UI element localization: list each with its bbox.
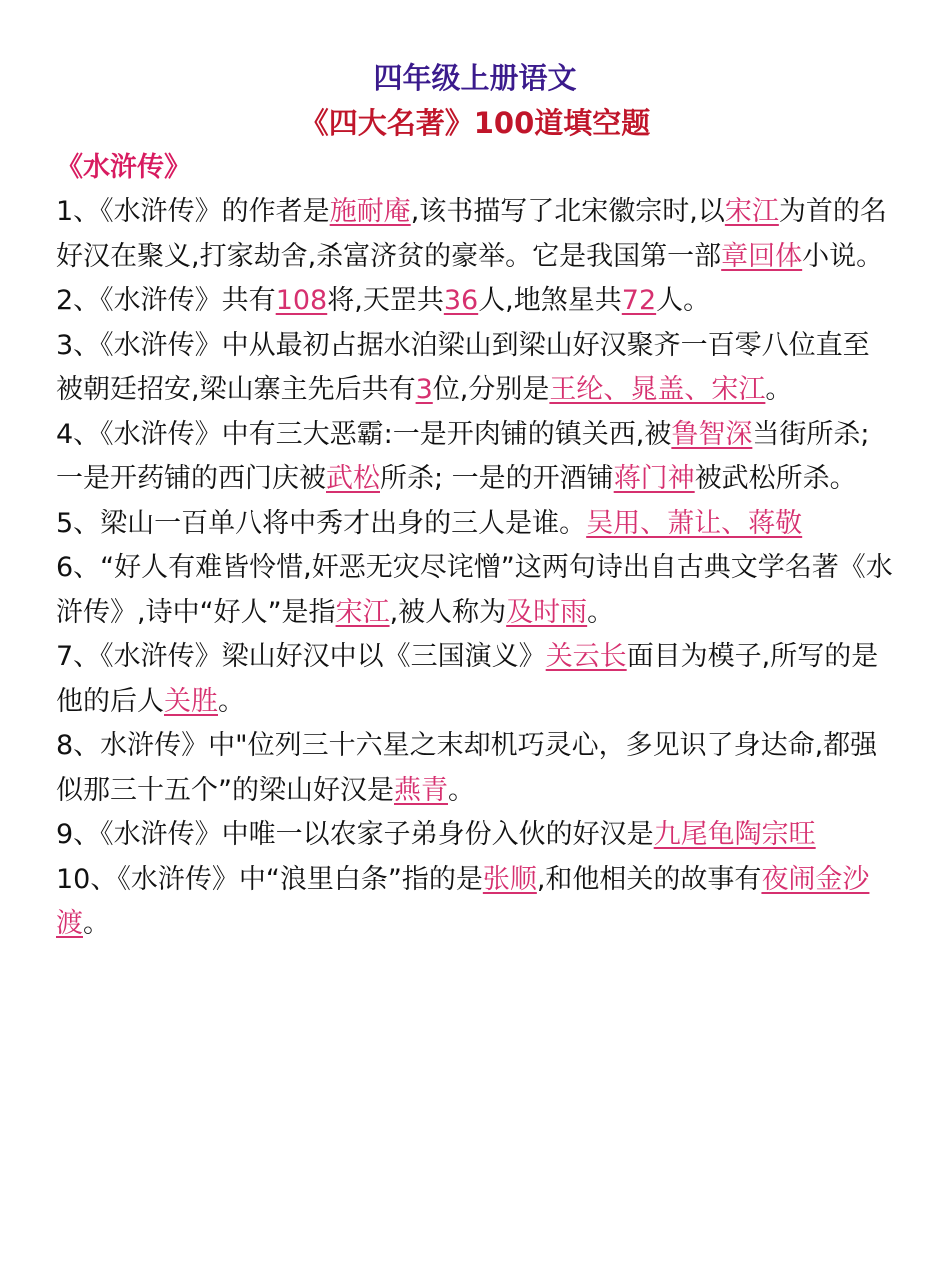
question-list: [56, 190, 896, 947]
question-item: [56, 724, 896, 813]
answer-text: 九尾龟陶宗旺: [653, 819, 816, 850]
question-item: [56, 324, 896, 413]
answer-text: 关胜: [164, 685, 218, 717]
question-text: 5、梁山一百单八将中秀才出身的三人是谁。: [56, 507, 587, 539]
answer-text: 章回体: [721, 240, 803, 272]
answer-text: 关云长: [545, 641, 627, 672]
answer-text: 燕青: [394, 774, 448, 806]
page-subtitle: 《四大名著》100道填空题: [299, 106, 651, 140]
question-item: [56, 813, 896, 858]
answer-text: 张顺: [482, 863, 537, 895]
question-text: 将,天罡共: [327, 285, 444, 316]
question-text: 面目为模子,所写的是他的后人: [56, 641, 879, 717]
question-text: 人,地煞星共: [478, 285, 622, 316]
page-title: 四年级上册语文: [373, 61, 577, 95]
answer-text: 施耐庵: [329, 196, 411, 227]
answer-text: 及时雨: [506, 596, 588, 628]
answer-text: 3: [415, 374, 433, 405]
question-text: 为首的名好汉在聚义,打家劫舍,杀富济贫的豪举。它是我国第一部: [56, 196, 887, 272]
answer-text: 108: [275, 285, 328, 316]
section-heading: 《水浒传》: [56, 152, 191, 183]
answer-text: 蒋门神: [613, 463, 695, 494]
answer-text: 武松: [326, 463, 380, 494]
question-text: 6、“好人有难皆怜惜,奸恶无灾尽诧憎”这两句诗出自古典文学名著《水浒传》,诗中“好人”是指: [56, 552, 893, 628]
answer-text: 王纶、晁盖、宋江: [549, 374, 766, 405]
question-item: [56, 635, 896, 724]
question-text: 。: [448, 774, 475, 806]
question-text: 9、《水浒传》中唯一以农家子弟身份入伙的好汉是: [56, 819, 654, 850]
question-text: 3、《水浒传》中从最初占据水泊梁山到梁山好汉聚齐一百零八位直至被朝廷招安,梁山寨主先后共有: [56, 329, 870, 405]
answer-text: 夜闹金沙渡: [56, 863, 870, 939]
question-item: [56, 858, 896, 947]
question-item: [56, 279, 896, 324]
question-text: 小说。: [802, 240, 884, 272]
question-text: 。: [83, 908, 110, 939]
question-text: 。: [218, 685, 245, 717]
answer-text: 36: [443, 285, 479, 316]
answer-text: 宋江: [335, 596, 390, 628]
question-text: ,该书描写了北宋徽宗时,以: [410, 196, 725, 227]
answer-text: 72: [621, 285, 657, 316]
question-text: 当街所杀;一是开药铺的西门庆被: [56, 418, 870, 494]
question-text: 1、《水浒传》的作者是: [56, 196, 330, 227]
question-text: 2、《水浒传》共有: [56, 285, 276, 316]
answer-text: 吴用、萧让、蒋敬: [586, 507, 803, 539]
question-item: [56, 413, 896, 502]
question-item: [56, 190, 896, 279]
answer-text: 宋江: [724, 196, 779, 227]
question-text: 10、《水浒传》中“浪里白条”指的是: [56, 863, 483, 895]
question-text: 8、水浒传》中"位列三十六星之末却机巧灵心，多见识了身达命,都强似那三十五个”的梁山好汉是: [56, 730, 878, 806]
answer-text: 鲁智深: [671, 418, 753, 450]
question-text: ,和他相关的故事有: [536, 863, 762, 895]
question-text: 4、《水浒传》中有三大恶霸:一是开肉铺的镇关西,被: [56, 418, 672, 450]
question-text: 7、《水浒传》梁山好汉中以《三国演义》: [56, 641, 546, 672]
question-text: 位,分别是: [432, 374, 550, 405]
question-item: [56, 546, 896, 635]
question-text: 人。: [656, 285, 711, 316]
question-text: 。: [765, 374, 793, 405]
question-text: 。: [587, 596, 615, 628]
question-item: [56, 502, 896, 547]
question-text: 被武松所杀。: [694, 463, 857, 494]
question-text: ,被人称为: [389, 596, 507, 628]
question-text: 所杀; 一是的开酒铺: [380, 463, 614, 494]
